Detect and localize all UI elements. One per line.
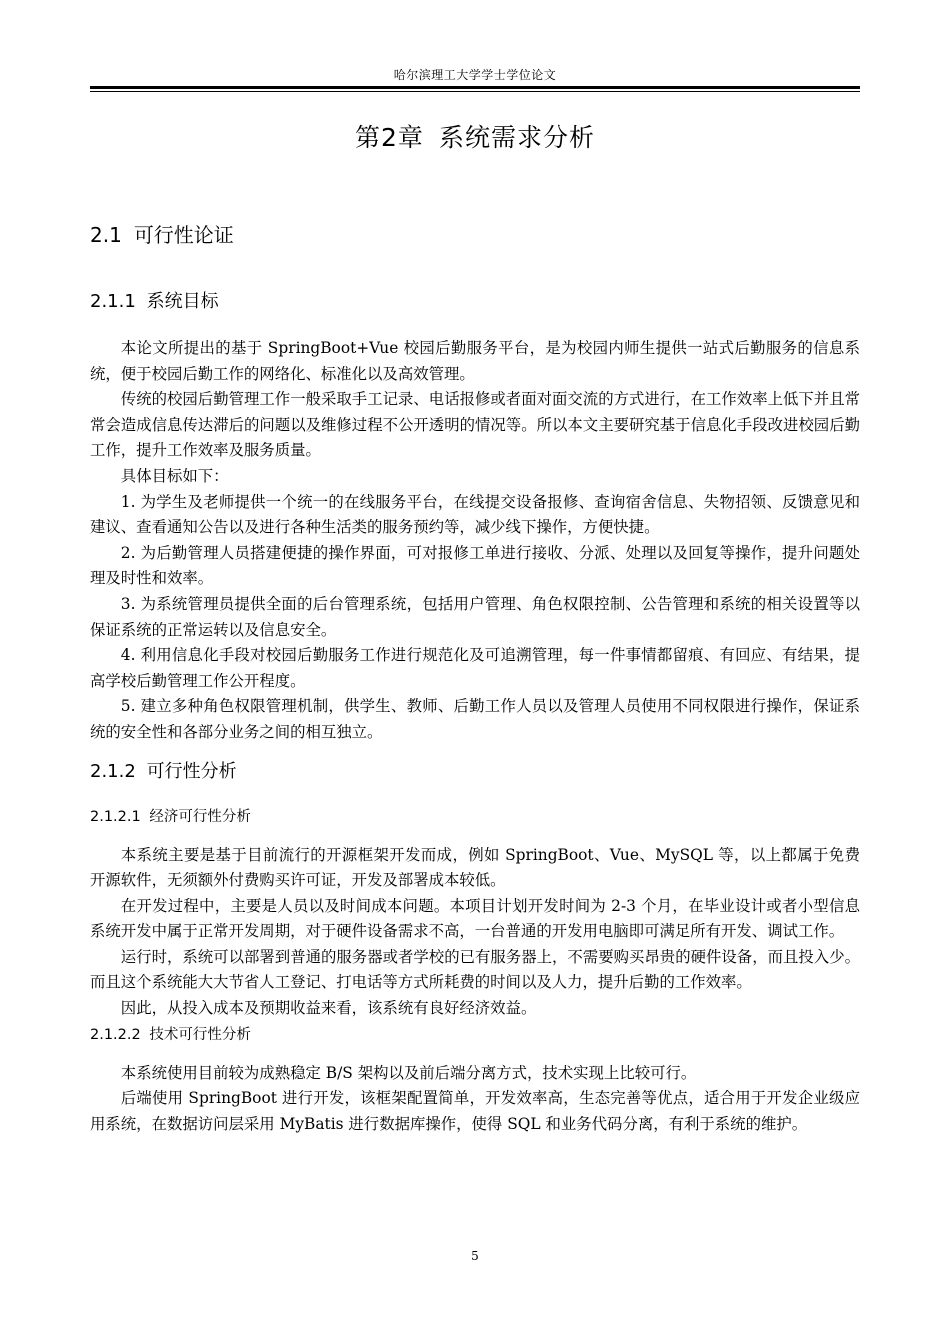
section-number: 2.1 — [90, 223, 122, 247]
subsubsection-number: 2.1.2.2 — [90, 1026, 141, 1043]
system-goals-body — [90, 336, 860, 746]
chapter-number: 第2章 — [355, 123, 424, 152]
running-header: 哈尔滨理工大学学士学位论文 — [393, 68, 557, 82]
list-item: 3. 为系统管理员提供全面的后台管理系统，包括用户管理、角色权限控制、公告管理和系统的相关设置等以保证系统的正常运转以及信息安全。 — [90, 594, 860, 639]
section-title: 可行性论证 — [133, 223, 234, 247]
paragraph: 在开发过程中，主要是人员以及时间成本问题。本项目计划开发时间为 2-3 个月，在毕业设计或者小型信息系统开发中属于正常开发周期，对于硬件设备需求不高，一台普通的开发用电脑即可满足所有开发、调试工作。 — [90, 896, 860, 941]
paragraph: 后端使用 SpringBoot 进行开发，该框架配置简单，开发效率高，生态完善等优点，适合用于开发企业级应用系统，在数据访问层采用 MyBatis 进行数据库操作，使得 SQL 和业务代码分离，有利于系统的维护。 — [90, 1089, 860, 1133]
paragraph: 运行时，系统可以部署到普通的服务器或者学校的已有服务器上，不需要购买昂贵的硬件设备，而且投入少。而且这个系统能大大节省人工登记、打电话等方式所耗费的时间以及人力，提升后勤的工作效率。 — [90, 947, 860, 992]
subsection-heading-2-1-2 — [90, 758, 860, 786]
paragraph: 传统的校园后勤管理工作一般采取手工记录、电话报修或者面对面交流的方式进行，在工作效率上低下并且常常会造成信息传达滞后的问题以及维修过程不公开透明的情况等。所以本文主要研究基于信息化手段改进校园后勤工作，提升工作效率及服务质量。 — [90, 390, 860, 460]
paragraph: 本论文所提出的基于 SpringBoot+Vue 校园后勤服务平台，是为校园内师生提供一站式后勤服务的信息系统，便于校园后勤工作的网络化、标准化以及高效管理。 — [90, 339, 860, 383]
paragraph: 具体目标如下： — [120, 466, 229, 485]
paragraph: 本系统主要是基于目前流行的开源框架开发而成，例如 SpringBoot、Vue、MySQL 等，以上都属于免费开源软件，无须额外付费购买许可证，开发及部署成本较低。 — [90, 845, 860, 890]
subsection-number: 2.1.1 — [90, 291, 136, 312]
header-rule-thick — [90, 86, 860, 89]
header-rule-thin — [90, 91, 860, 92]
list-item: 1. 为学生及老师提供一个统一的在线服务平台，在线提交设备报修、查询宿舍信息、失物招领、反馈意见和建议、查看通知公告以及进行各种生活类的服务预约等，减少线下操作，方便快捷。 — [90, 492, 860, 537]
chapter-heading — [90, 118, 860, 158]
subsection-title: 可行性分析 — [146, 760, 237, 782]
list-item: 2. 为后勤管理人员搭建便捷的操作界面，可对报修工单进行接收、分派、处理以及回复等操作，提升问题处理及时性和效率。 — [90, 543, 860, 588]
list-item: 4. 利用信息化手段对校园后勤服务工作进行规范化及可追溯管理，每一件事情都留痕、有回应、有结果，提高学校后勤管理工作公开程度。 — [90, 646, 860, 690]
page-content — [90, 118, 860, 1137]
subsubsection-number: 2.1.2.1 — [90, 808, 141, 825]
list-item: 5. 建立多种角色权限管理机制，供学生、教师、后勤工作人员以及管理人员使用不同权限进行操作，保证系统的安全性和各部分业务之间的相互独立。 — [90, 697, 860, 741]
economic-feasibility-body — [90, 843, 860, 1022]
technical-feasibility-body — [90, 1061, 860, 1138]
subsection-number: 2.1.2 — [90, 760, 136, 782]
subsection-title: 系统目标 — [146, 291, 219, 312]
chapter-title: 系统需求分析 — [438, 123, 595, 152]
section-heading-2-1 — [90, 220, 860, 250]
subsubsection-heading-2-1-2-2 — [90, 1022, 860, 1048]
paragraph: 本系统使用目前较为成熟稳定 B/S 架构以及前后端分离方式，技术实现上比较可行。 — [120, 1063, 697, 1082]
page-number: 5 — [471, 1249, 479, 1263]
subsubsection-title: 技术可行性分析 — [149, 1026, 251, 1043]
subsubsection-heading-2-1-2-1 — [90, 804, 860, 830]
subsection-heading-2-1-1 — [90, 288, 860, 316]
paragraph: 因此，从投入成本及预期收益来看，该系统有良好经济效益。 — [120, 999, 537, 1018]
subsubsection-title: 经济可行性分析 — [149, 808, 251, 825]
